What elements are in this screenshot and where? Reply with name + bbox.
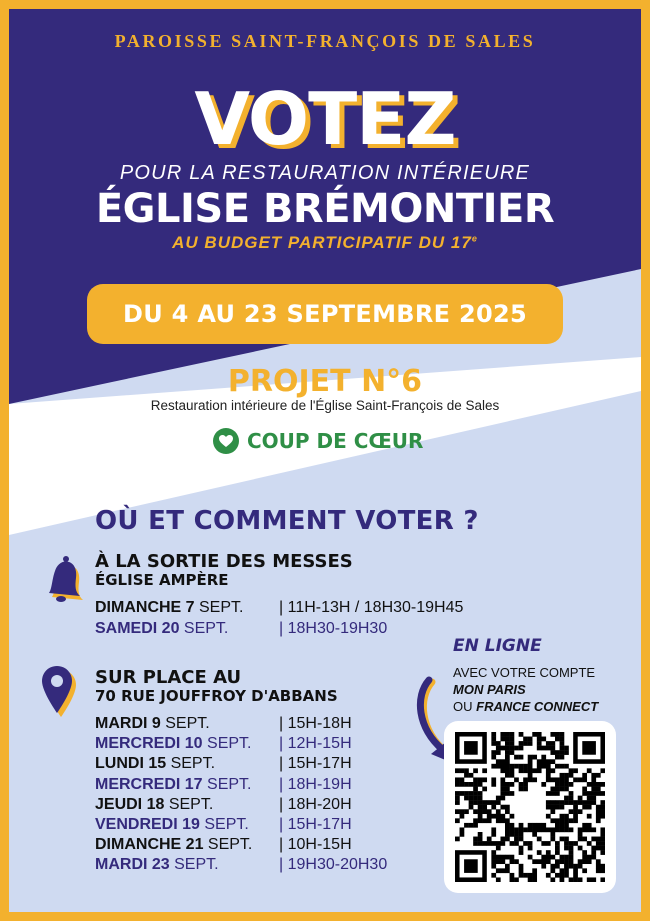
schedule-month: SEPT. xyxy=(202,735,252,753)
schedule-day xyxy=(95,620,279,640)
schedule-month: SEPT. xyxy=(164,795,214,813)
location-pin-icon xyxy=(39,663,81,719)
schedule-hours: | 19H30-20H30 xyxy=(279,856,388,874)
schedule-month: SEPT. xyxy=(166,755,216,773)
schedule-hours: | 10H-15H xyxy=(279,836,352,854)
budget-line xyxy=(9,233,641,253)
schedule-hours: | 15H-18H xyxy=(279,715,352,732)
project-number: PROJET N°6 xyxy=(227,364,423,399)
schedule-month: SEPT. xyxy=(160,715,210,732)
schedule-day-label: LUNDI 15 xyxy=(95,755,167,773)
schedule-hours: | 18H-20H xyxy=(279,795,352,813)
schedule-day xyxy=(95,856,279,876)
schedule-day-label: DIMANCHE 7 xyxy=(95,599,195,616)
budget-text: AU BUDGET PARTICIPATIF DU 17 xyxy=(172,233,472,252)
schedule-day-label: VENDREDI 19 xyxy=(95,816,200,833)
schedule-row xyxy=(95,755,352,775)
headline: VOTEZ xyxy=(194,77,456,161)
schedule-hours: | 15H-17H xyxy=(279,755,352,773)
online-line-3-emphasis: FRANCE CONNECT xyxy=(476,699,599,714)
schedule-row xyxy=(95,836,352,856)
schedule-month: SEPT. xyxy=(202,775,252,793)
schedule-day-label: MERCREDI 17 xyxy=(95,775,203,793)
schedule-day-label: DIMANCHE 21 xyxy=(95,836,204,854)
schedule-day xyxy=(95,776,279,796)
schedule-day xyxy=(95,836,279,856)
subtitle: POUR LA RESTAURATION INTÉRIEURE xyxy=(119,162,531,184)
schedule-day xyxy=(95,715,279,735)
schedule-day xyxy=(95,816,279,836)
qr-code-icon[interactable] xyxy=(455,732,605,882)
coup-de-coeur-badge xyxy=(213,427,423,455)
church-name: ÉGLISE BRÉMONTIER xyxy=(95,186,555,232)
bell-icon xyxy=(39,549,85,605)
schedule-month: SEPT. xyxy=(194,599,244,616)
schedule-row xyxy=(95,735,352,755)
schedule-day xyxy=(95,599,279,619)
schedule-hours: | 15H-17H xyxy=(279,816,352,833)
schedule-row xyxy=(95,715,352,735)
online-text xyxy=(453,664,641,715)
schedule-day-label: JEUDI 18 xyxy=(95,795,165,813)
schedule-row xyxy=(95,816,352,836)
schedule-day xyxy=(95,755,279,775)
schedule-day-label: SAMEDI 20 xyxy=(95,620,180,637)
schedule-row xyxy=(95,856,387,876)
heart-icon xyxy=(213,428,239,454)
date-range-banner: DU 4 AU 23 SEPTEMBRE 2025 xyxy=(87,284,563,344)
how-to-vote-heading: OÙ ET COMMENT VOTER ? xyxy=(95,506,479,536)
project-description: Restauration intérieure de l'Église Saint-François de Sales xyxy=(150,398,500,413)
onsite-title: SUR PLACE AU xyxy=(95,667,242,688)
schedule-hours: | 18H30-19H30 xyxy=(279,620,388,637)
parish-name: PAROISSE SAINT-FRANÇOIS DE SALES xyxy=(114,31,536,51)
schedule-row xyxy=(95,796,352,816)
poster xyxy=(9,9,641,912)
schedule-hours: | 12H-15H xyxy=(279,735,352,753)
schedule-day xyxy=(95,735,279,755)
onsite-address: 70 RUE JOUFFROY D'ABBANS xyxy=(95,687,338,705)
schedule-hours: | 11H-13H / 18H30-19H45 xyxy=(279,599,464,616)
online-line-1: AVEC VOTRE COMPTE xyxy=(453,665,596,680)
schedule-row xyxy=(95,776,352,796)
schedule-day xyxy=(95,796,279,816)
schedule-day-label: MARDI 23 xyxy=(95,856,170,874)
schedule-row xyxy=(95,599,463,619)
online-line-3-prefix: OU xyxy=(453,699,477,714)
coup-de-coeur-label: COUP DE CŒUR xyxy=(247,429,424,453)
schedule-row xyxy=(95,620,387,640)
masses-place: ÉGLISE AMPÈRE xyxy=(95,571,229,589)
qr-code-card[interactable] xyxy=(444,721,616,893)
schedule-day-label: MARDI 9 xyxy=(95,715,161,732)
schedule-hours: | 18H-19H xyxy=(279,775,352,793)
online-line-2: MON PARIS xyxy=(453,682,526,697)
budget-sup: e xyxy=(471,233,478,244)
masses-title: À LA SORTIE DES MESSES xyxy=(95,551,353,572)
online-title: EN LIGNE xyxy=(453,636,542,656)
schedule-month: SEPT. xyxy=(179,620,229,637)
schedule-month: SEPT. xyxy=(203,836,253,854)
schedule-day-label: MERCREDI 10 xyxy=(95,735,203,753)
schedule-month: SEPT. xyxy=(199,816,249,833)
schedule-month: SEPT. xyxy=(169,856,219,874)
online-line-3 xyxy=(453,698,641,715)
